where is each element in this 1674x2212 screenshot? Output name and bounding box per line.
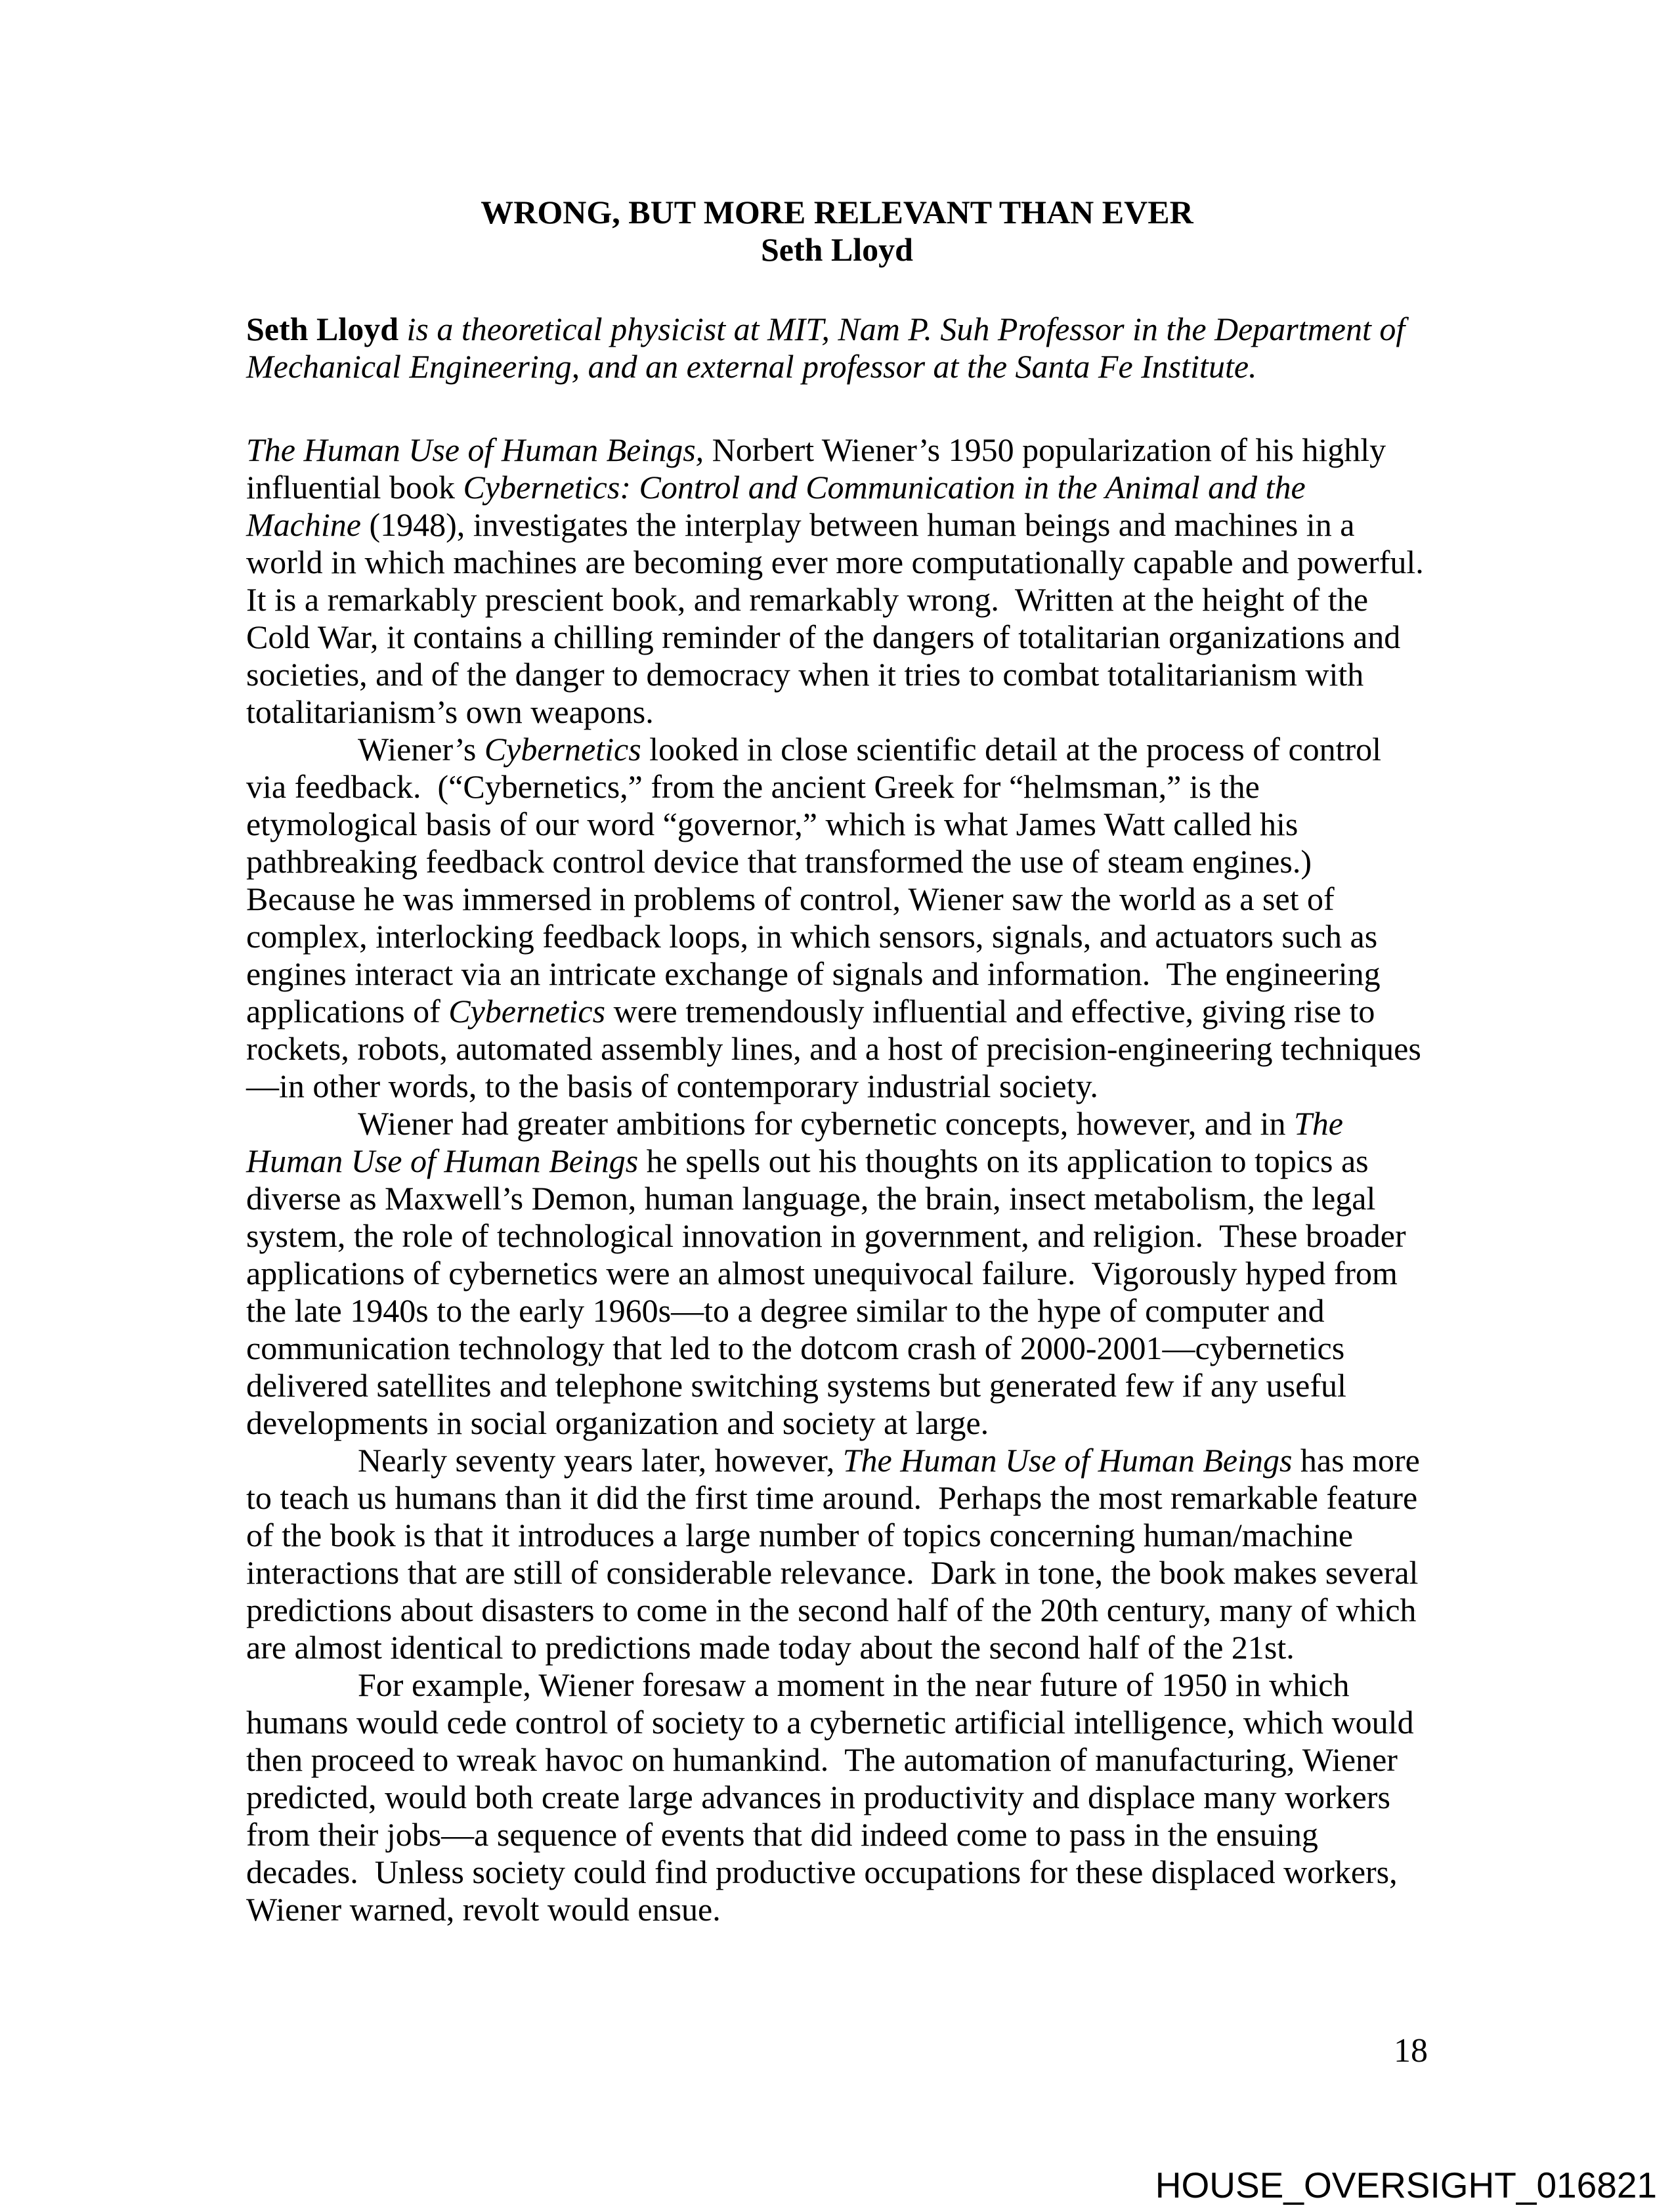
text-segment: Cybernetics: [448, 993, 606, 1030]
text-segment: The Human Use of Human Beings: [246, 1105, 1352, 1179]
page-number: 18: [1394, 2032, 1428, 2070]
body-paragraph: [246, 431, 1440, 731]
body-paragraph: [246, 1442, 1428, 1666]
text-segment: The Human Use of Human Beings,: [246, 431, 704, 468]
author-bio-paragraph: [246, 311, 1428, 385]
text-segment: (1948), investigates the interplay between human beings and machines in a world in which machines are becoming ever more computationally capable and powerful. It is a remarkably prescient book, and remarkably wrong. Written at the height of the Cold War, it contains a chilling reminder of the dangers of totalitarian organizations and societies, and of the danger to democracy when it tries to combat totalitarianism with totalitarianism’s own weapons.: [246, 506, 1440, 730]
text-segment: For example, Wiener foresaw a moment in the near future of 1950 in which humans would cede control of society to a cybernetic artificial intelligence, which would then proceed to wreak havoc on humankind. The automation of manufacturing, Wiener predicted, would both create large advances in productivity and displace many workers from their jobs—a sequence of events that did indeed come to pass in the ensuing decades. Unless society could find productive occupations for these displaced workers, Wiener warned, revolt would ensue.: [246, 1666, 1423, 1928]
text-segment: were tremendously influential and effective, giving rise to rockets, robots, automated assembly lines, and a host of precision-engineering techniques—in other words, to the basis of contemporary industrial society.: [246, 993, 1421, 1104]
text-segment: Wiener had greater ambitions for cybernetic concepts, however, and in: [358, 1105, 1294, 1142]
title-block: [246, 194, 1428, 269]
text-segment: Nearly seventy years later, however,: [358, 1442, 843, 1479]
text-segment: Wiener’s: [358, 731, 484, 768]
document-body: [246, 431, 1440, 1928]
text-segment: Cybernetics: Control and Communication in the Animal and the Machine: [246, 469, 1314, 543]
text-segment: he spells out his thoughts on its application to topics as diverse as Maxwell’s Demon, human language, the brain, insect metabolism, the legal system, the role of technological innovation in government, and religion. These broader applications of cybernetics were an almost unequivocal failure. Vigorously hyped from the late 1940s to the early 1960s—to a degree similar to the hype of computer and communication technology that led to the dotcom crash of 2000-2001—cybernetics delivered satellites and telephone switching systems but generated few if any useful developments in social organization and society at large.: [246, 1142, 1415, 1441]
text-segment: Seth Lloyd: [246, 311, 399, 347]
body-paragraph: [246, 1666, 1428, 1928]
document-title: WRONG, BUT MORE RELEVANT THAN EVER: [481, 194, 1193, 230]
document-author: Seth Lloyd: [760, 231, 913, 268]
text-segment: looked in close scientific detail at the process of control via feedback. (“Cybernetics,” from the ancient Greek for “helmsman,” is the etymological basis of our word “governor,” which is what James Watt called his pathbreaking feedback control device that transformed the use of steam engines.) Because he was immersed in problems of control, Wiener saw the world as a set of complex, interlocking feedback loops, in which sensors, signals, and actuators such as engines interact via an intricate exchange of signals and information. The engineering applications of: [246, 731, 1390, 1030]
text-segment: Norbert Wiener’s 1950 popularization of his highly influential book: [246, 431, 1394, 506]
bates-number: HOUSE_OVERSIGHT_016821: [1155, 2165, 1657, 2205]
document-content: [246, 194, 1440, 1928]
body-paragraph: [246, 731, 1428, 1105]
text-segment: Cybernetics: [484, 731, 641, 768]
body-paragraph: [246, 1105, 1428, 1442]
text-segment: is a theoretical physicist at MIT, Nam P. Suh Professor in the Department of Mechanical Engineering, and an external professor at the Santa Fe Institute.: [246, 311, 1413, 385]
text-segment: [398, 311, 407, 347]
text-segment: has more to teach us humans than it did the first time around. Perhaps the most remarkable feature of the book is that it introduces a large number of topics concerning human/machine interactions that are still of considerable relevance. Dark in tone, the book makes several predictions about disasters to come in the second half of the 20th century, many of which are almost identical to predictions made today about the second half of the 21st.: [246, 1442, 1428, 1666]
text-segment: The Human Use of Human Beings: [842, 1442, 1293, 1479]
